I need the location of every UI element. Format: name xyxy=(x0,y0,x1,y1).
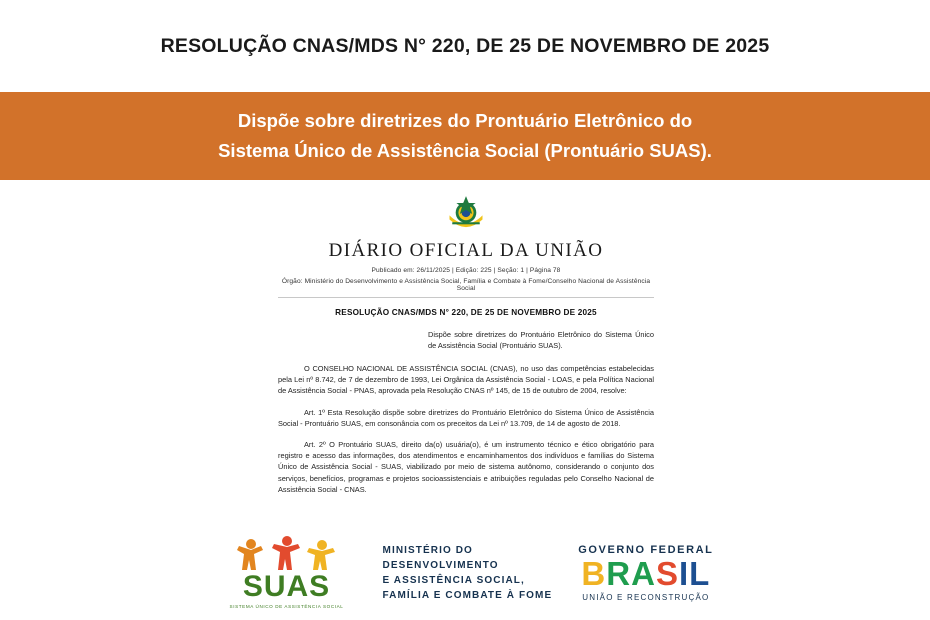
suas-subtitle: SISTEMA ÚNICO DE ASSISTÊNCIA SOCIAL xyxy=(229,604,344,609)
ministry-wordmark xyxy=(383,543,553,603)
government-logo xyxy=(578,544,713,602)
government-top-label: GOVERNO FEDERAL xyxy=(578,543,714,556)
suas-people-icon xyxy=(227,536,347,572)
ministry-line-3: E ASSISTÊNCIA SOCIAL, xyxy=(382,574,525,586)
document-paragraph: Art. 2º O Prontuário SUAS, direito da(o) usuária(o), é um instrumento técnico e ético obrigatório para registro e acesso das informações, dos atendimentos e encaminhamentos dos indivíduos e famílias do Sistema Único de Assistência Social - SUAS, viabilizado por meio de sistema autônomo, considerando o conjunto dos serviços, benefícios, programas e projetos socioassistenciais e atribuições reguladas pelo Conselho Nacional de Assistência Social - CNAS. xyxy=(278,440,654,494)
summary-line-2: Sistema Único de Assistência Social (Prontuário SUAS). xyxy=(218,140,712,161)
suas-wordmark: SUAS xyxy=(242,570,331,603)
summary-line-1: Dispõe sobre diretrizes do Prontuário Eletrônico do xyxy=(237,110,693,131)
publication-meta: Publicado em: 26/11/2025 | Edição: 225 | Seção: 1 | Página 78 xyxy=(371,267,561,274)
issuing-organ: Órgão: Ministério do Desenvolvimento e Assistência Social, Família e Combate à Fome/Conselho Nacional de Assistência Social xyxy=(281,278,651,292)
government-subtitle: UNIÃO E RECONSTRUÇÃO xyxy=(582,592,710,602)
gazette-masthead: DIÁRIO OFICIAL DA UNIÃO xyxy=(328,240,604,261)
summary-banner xyxy=(0,92,930,180)
document-paragraph: O CONSELHO NACIONAL DE ASSISTÊNCIA SOCIAL (CNAS), no uso das competências estabelecidas pela Lei nº 8.742, de 7 de dezembro de 1993, Lei Orgânica da Assistência Social - LOAS, e pela Política Nacional de Assistência Social - PNAS, aprovada pela Resolução CNAS nº 145, de 15 de outubro de 2004, resolve: xyxy=(278,364,654,396)
ministry-line-1: MINISTÉRIO DO xyxy=(382,544,473,556)
resolution-ementa: Dispõe sobre diretrizes do Prontuário Eletrônico do Sistema Único de Assistência Social (Prontuário SUAS). xyxy=(428,330,654,350)
divider xyxy=(278,297,654,298)
header-title-bar xyxy=(0,0,930,92)
brasil-wordmark: BRASIL xyxy=(581,554,711,592)
ministry-line-2: DESENVOLVIMENTO xyxy=(382,559,499,571)
footer-logos xyxy=(0,525,930,620)
official-gazette-document xyxy=(256,180,676,525)
document-paragraph: Art. 1º Esta Resolução dispõe sobre diretrizes do Prontuário Eletrônico do Sistema Único de Assistência Social - Prontuário SUAS, em consonância com os preceitos da Lei nº 13.709, de 14 de agosto de 2018. xyxy=(278,407,654,428)
ministry-line-4: FAMÍLIA E COMBATE À FOME xyxy=(382,589,553,601)
brasao-nacional-icon xyxy=(444,192,488,236)
resolution-heading: RESOLUÇÃO CNAS/MDS N° 220, DE 25 DE NOVEMBRO DE 2025 xyxy=(335,308,597,317)
page-title: RESOLUÇÃO CNAS/MDS N° 220, DE 25 DE NOVEMBRO DE 2025 xyxy=(160,34,770,57)
suas-logo xyxy=(217,536,357,609)
